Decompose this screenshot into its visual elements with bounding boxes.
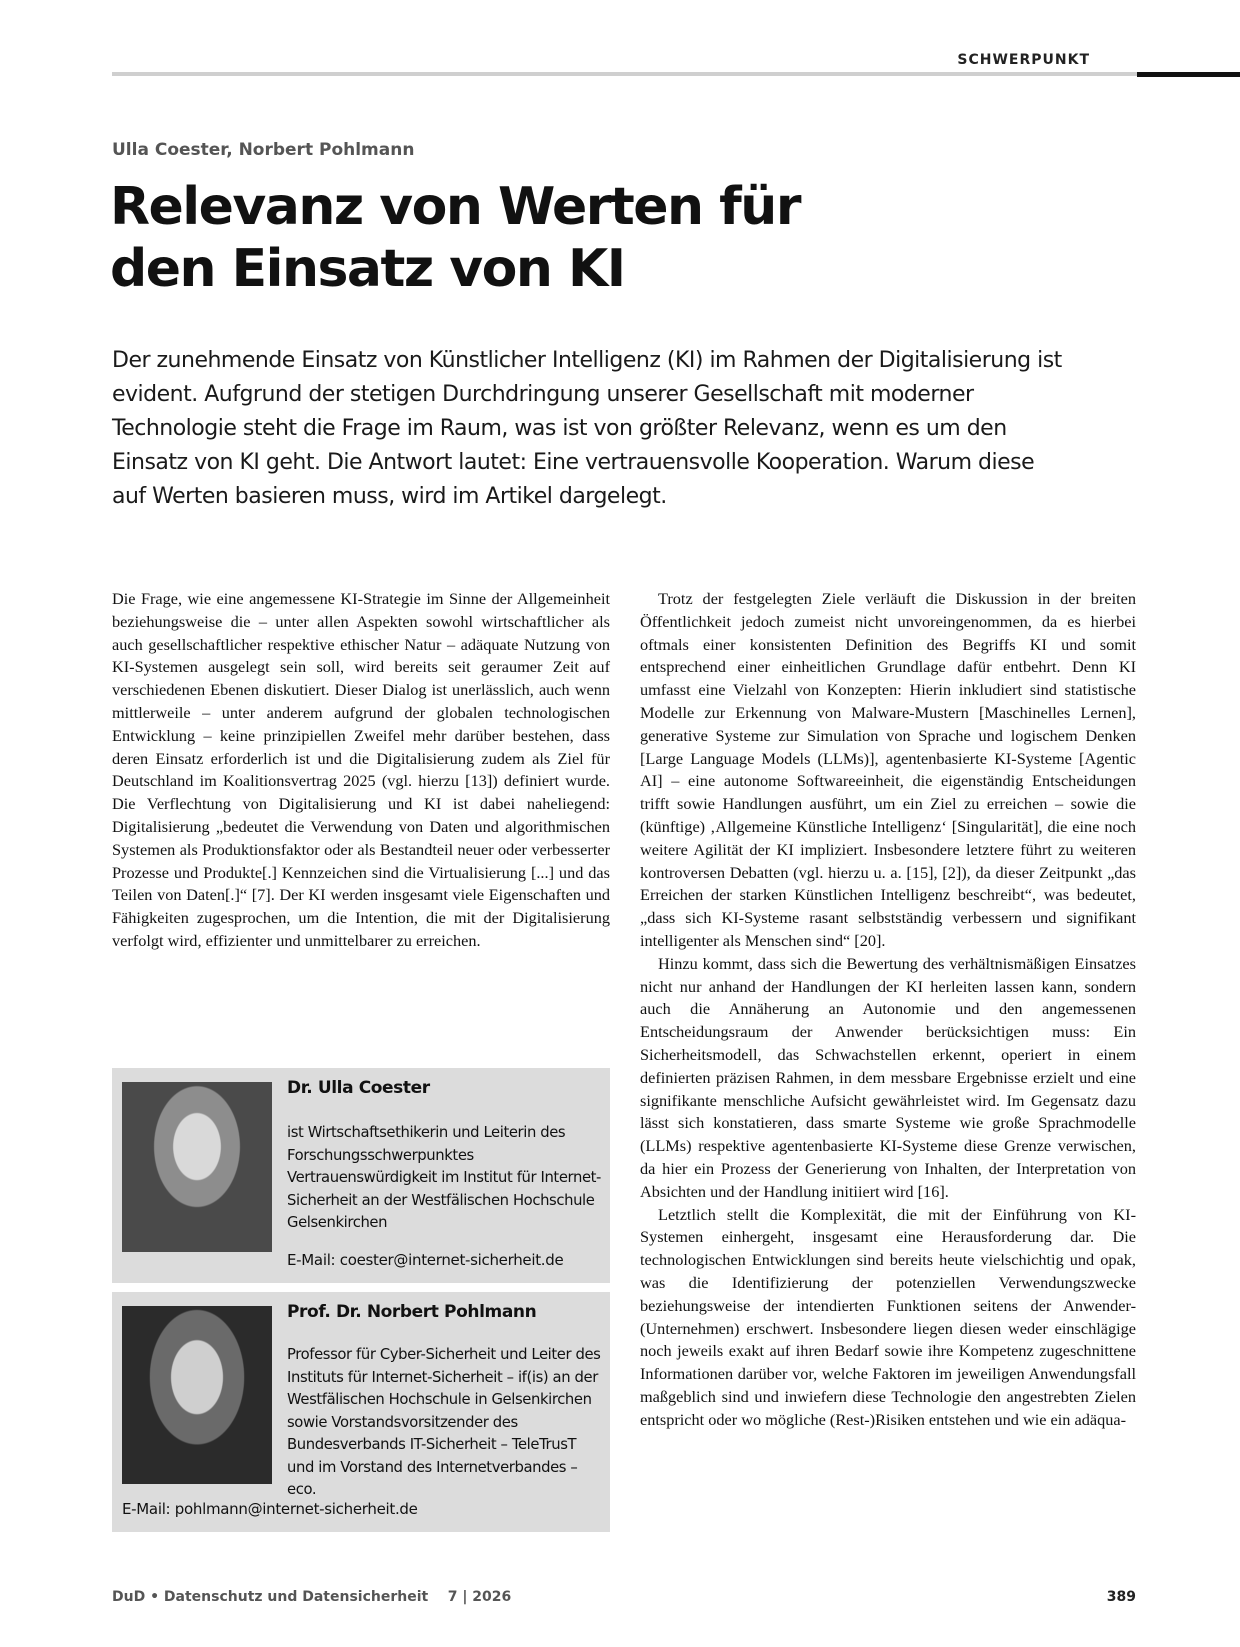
- header-rule-accent: [1137, 72, 1240, 77]
- section-label: SCHWERPUNKT: [957, 52, 1090, 68]
- right-column: [640, 588, 1136, 1431]
- bio-text: Professor für Cyber-Sicherheit und Leiter des Instituts für Internet-Sicherheit – if(is) an der Westfälischen Hochschule in Gelsenkirchen sowie Vorstandsvorsitzender des Bundesverbands IT-Sicherheit – TeleTrusT und im Vorstand des Internetverbandes – eco.: [287, 1346, 601, 1498]
- bio-text: ist Wirtschaftsethikerin und Leiterin des Forschungsschwerpunktes Vertrauenswürdigkeit im Institut für Internet-Sicherheit an der Westfälischen Hochschule Gelsenkirchen: [287, 1124, 601, 1231]
- author-bio-coester: [112, 1068, 610, 1283]
- author-bio-pohlmann: [112, 1292, 610, 1532]
- bio-name: Dr. Ulla Coester: [287, 1078, 430, 1098]
- left-column: [112, 588, 610, 953]
- bio-email: E-Mail: coester@internet-sicherheit.de: [287, 1251, 564, 1269]
- article-title: [110, 176, 1010, 300]
- article-lead: Der zunehmende Einsatz von Künstlicher Intelligenz (KI) im Rahmen der Digitalisierung ist evident. Aufgrund der stetigen Durchdringung unserer Gesellschaft mit moderner Technologie steht die Frage im Raum, was ist von größter Relevanz, wenn es um den Einsatz von KI geht. Die Antwort lautet: Eine vertrauensvolle Kooperation. Warum diese auf Werten basieren muss, wird im Artikel dargelegt.: [112, 348, 1062, 509]
- title-line-1: Relevanz von Werten für: [110, 177, 800, 237]
- body-paragraph: Trotz der festgelegten Ziele verläuft die Diskussion in der breiten Öffentlichkeit jedoch zumeist nicht unvoreingenommen, da es hierbei oftmals einer konsistenten Definition des Begriffs KI und somit entsprechend einer einheitlichen Grundlage dafür entbehrt. Denn KI umfasst eine Vielzahl von Konzepten: Hierin inkludiert sind statistische Modelle zur Erkennung von Malware-Mustern [Maschinelles Lernen], generative Systeme zur Simulation von Sprache und logischem Denken [Large Language Models (LLMs)], agentenbasierte KI-Systeme [Agentic AI] – eine autonome Softwareeinheit, die eigenständig Entscheidungen trifft sowie Handlungen ausführt, um ein Ziel zu erreichen – sowie die (künftige) ‚Allgemeine Künstliche Intelligenz‘ [Singularität], die eine noch weitere Agilität der KI impliziert. Insbesondere letztere führt zu weiteren kontroversen Debatten (vgl. hierzu u. a. [15], [2]), da dieser Zeitpunkt „das Erreichen der starken Künstlichen Intelligenz beschreibt“, was bedeutet, „dass sich KI-Systeme rasant selbstständig verbessern und signifikant intelligenter als Menschen sind“ [20].: [640, 589, 1136, 950]
- header-rule: [112, 72, 1137, 76]
- bio-email: E-Mail: pohlmann@internet-sicherheit.de: [122, 1500, 418, 1518]
- article-authors: Ulla Coester, Norbert Pohlmann: [112, 140, 415, 160]
- bio-name: Prof. Dr. Norbert Pohlmann: [287, 1302, 537, 1322]
- title-line-2: den Einsatz von KI: [110, 239, 625, 299]
- body-paragraph: Die Frage, wie eine angemessene KI-Strategie im Sinne der Allgemeinheit beziehungsweise die – unter allen Aspekten sowohl wirtschaftlicher als auch gesellschaftlicher respektive ethischer Natur – adäquate Nutzung von KI-Systemen ausgelegt sein soll, wird bereits seit geraumer Zeit auf verschiedenen Ebenen diskutiert. Dieser Dialog ist unerlässlich, auch wenn mittlerweile – unter anderem aufgrund der globalen technologischen Entwicklung – keine prinzipiellen Zweifel mehr darüber bestehen, dass deren Einsatz erforderlich ist und die Digitalisierung zudem als Ziel für Deutschland im Koalitionsvertrag 2025 (vgl. hierzu [13]) definiert wurde. Die Verflechtung von Digitalisierung und KI ist dabei naheliegend: Digitalisierung „bedeutet die Verwendung von Daten und algorithmischen Systemen als Produktionsfaktor oder als Bestandteil neuer oder verbesserter Prozesse und Produkte[.] Kennzeichen sind die Virtualisierung [...] und das Teilen von Daten[.]“ [7]. Der KI werden insgesamt viele Eigenschaften und Fähigkeiten zugesprochen, um die Intention, die mit der Digitalisierung verfolgt wird, effizienter und unmittelbarer zu erreichen.: [112, 589, 610, 950]
- footer-journal: DuD • Datenschutz und Datensicherheit 7 | 2026: [112, 1589, 512, 1605]
- body-paragraph: Letztlich stellt die Komplexität, die mit der Einführung von KI-Systemen einhergeht, insgesamt eine Herausforderung dar. Die technologischen Entwicklungen sind bereits heute vielschichtig und opak, was die Identifizierung der potenziellen Verwendungszwecke beziehungsweise der intendierten Funktionen seitens der Anwender-(Unternehmen) erschwert. Insbesondere liegen diesen weder einschlägige noch jeweils exakt auf ihren Bedarf sowie ihre Kompetenz zugeschnittene Informationen darüber vor, welche Faktoren im jeweiligen Anwendungsfall maßgeblich sind und inwiefern diese Technologie den angestrebten Zielen entspricht oder wo mögliche (Rest-)Risiken entstehen und wie ein adäqua-: [640, 1204, 1136, 1429]
- author-photo: [122, 1306, 272, 1484]
- page-number: 389: [1106, 1589, 1136, 1605]
- author-photo: [122, 1082, 272, 1252]
- body-paragraph: Hinzu kommt, dass sich die Bewertung des verhältnismäßigen Einsatzes nicht nur anhand der Handlungen der KI herleiten lassen kann, sondern auch die Annäherung an Autonomie und den angemessenen Entscheidungsraum der Anwender berücksichtigen muss: Ein Sicherheitsmodell, das Schwachstellen erkennt, operiert in einem definierten präzisen Rahmen, in dem messbare Ergebnisse erzielt und eine signifikante menschliche Aufsicht gewährleistet wird. Im Gegensatz dazu lässt sich konstatieren, dass smarte Systeme wie große Sprachmodelle (LLMs) respektive agentenbasierte KI-Systeme diese Grenze verwischen, da hier ein Prozess der Generierung von Inhalten, der Interpretation von Absichten und der Handlung initiiert wird [16].: [640, 953, 1136, 1201]
